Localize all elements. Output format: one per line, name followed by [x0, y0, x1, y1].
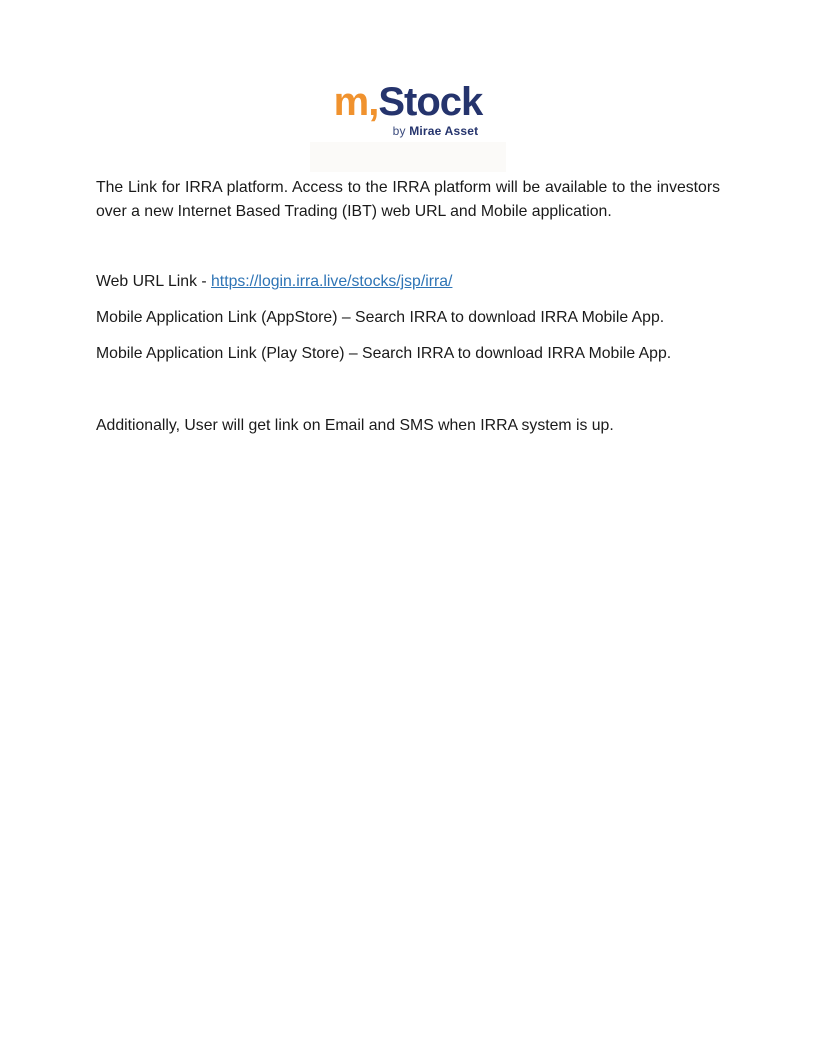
logo-image-background — [310, 142, 506, 172]
logo-tagline-name: Mirae Asset — [409, 124, 479, 138]
logo-tagline-by: by — [392, 124, 410, 138]
intro-paragraph: The Link for IRRA platform. Access to the IRRA platform will be available to the investors over a new Internet Based Trading (IBT) web URL and Mobile application. — [96, 179, 720, 220]
logo-tagline — [334, 124, 483, 138]
logo-m-letter: m — [333, 80, 369, 124]
document-body — [96, 176, 720, 438]
logo-stock-text: Stock — [378, 80, 483, 124]
irra-web-url-link[interactable]: https://login.irra.live/stocks/jsp/irra/ — [211, 273, 453, 290]
appstore-line: Mobile Application Link (AppStore) – Search IRRA to download IRRA Mobile App. — [96, 309, 665, 326]
mstock-logo-inner — [334, 80, 483, 138]
web-url-line — [96, 270, 720, 294]
mstock-wordmark — [334, 80, 483, 124]
web-url-label: Web URL Link - — [96, 273, 212, 290]
mstock-logo — [96, 0, 720, 172]
playstore-line: Mobile Application Link (Play Store) – Search IRRA to download IRRA Mobile App. — [96, 345, 672, 362]
logo-comma-mark: , — [368, 80, 379, 124]
additional-info-line: Additionally, User will get link on Email and SMS when IRRA system is up. — [96, 417, 614, 434]
